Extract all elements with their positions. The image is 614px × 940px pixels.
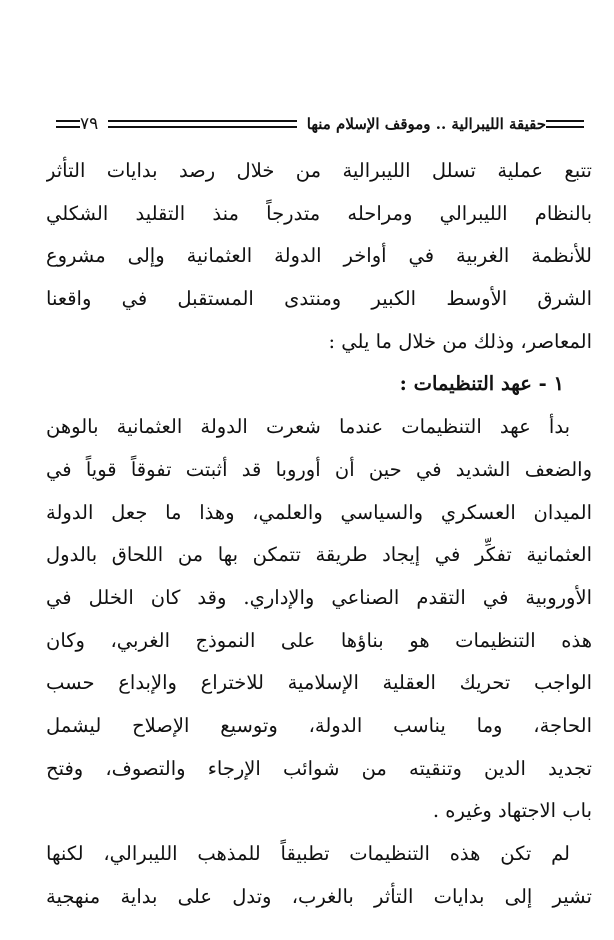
text-line: لم تكن هذه التنظيمات تطبيقاً للمذهب الليبرالي، لكنها [46, 842, 570, 865]
text-line: بالنظام الليبرالي ومراحله متدرجاً منذ التقليد الشكلي [46, 201, 592, 225]
running-title: حقيقة الليبرالية .. وموقف الإسلام منها [306, 115, 546, 133]
text-line: الميدان العسكري والسياسي والعلمي، وهذا ما جعل الدولة [46, 500, 592, 524]
text-line: هذه التنظيمات هو بناؤها على النموذج الغربي، وكان [46, 628, 592, 652]
text-line: الشرق الأوسط الكبير ومنتدى المستقبل في واقعنا [46, 287, 592, 311]
header-rule-middle [108, 118, 297, 130]
text-line: الحاجة، وما يناسب الدولة، وتوسيع الإصلاح ليشمل [46, 713, 592, 737]
text-line: المعاصر، وذلك من خلال ما يلي : [328, 329, 592, 353]
text-line: للأنظمة الغربية في أواخر الدولة العثمانية وإلى مشروع [46, 244, 592, 268]
text-line: تشير إلى بدايات التأثر بالغرب، وتدل على بداية منهجية [46, 884, 592, 908]
text-line: باب الاجتهاد وغيره . [432, 799, 592, 823]
text-line: تجديد الدين وتنقيته من شوائب الإرجاء والتصوف، وفتح [46, 756, 592, 780]
page-number: ٧٩ [80, 114, 99, 134]
text-line: العثمانية تفكِّر في إيجاد طريقة تتمكن بها من اللحاق بالدول [46, 543, 592, 567]
text-line: بدأ عهد التنظيمات عندما شعرت الدولة العثمانية بالوهن [46, 415, 570, 439]
text-line: تتبع عملية تسلل الليبرالية من خلال رصد بدايات التأثر [46, 159, 592, 182]
text-line: والضعف الشديد في حين أن أوروبا قد أثبتت تفوقاً قوياً في [46, 457, 592, 481]
header-rule-left [56, 118, 80, 130]
running-header [50, 104, 592, 144]
body-text [46, 150, 592, 918]
header-rule-right [546, 118, 584, 130]
text-line: الواجب تحريك العقلية الإسلامية للاختراع والإبداع حسب [46, 671, 592, 695]
text-line: الأوروبية في التقدم الصناعي والإداري. وقد كان الخلل في [46, 585, 592, 609]
section-heading: ١ - عهد التنظيمات : [399, 372, 564, 396]
